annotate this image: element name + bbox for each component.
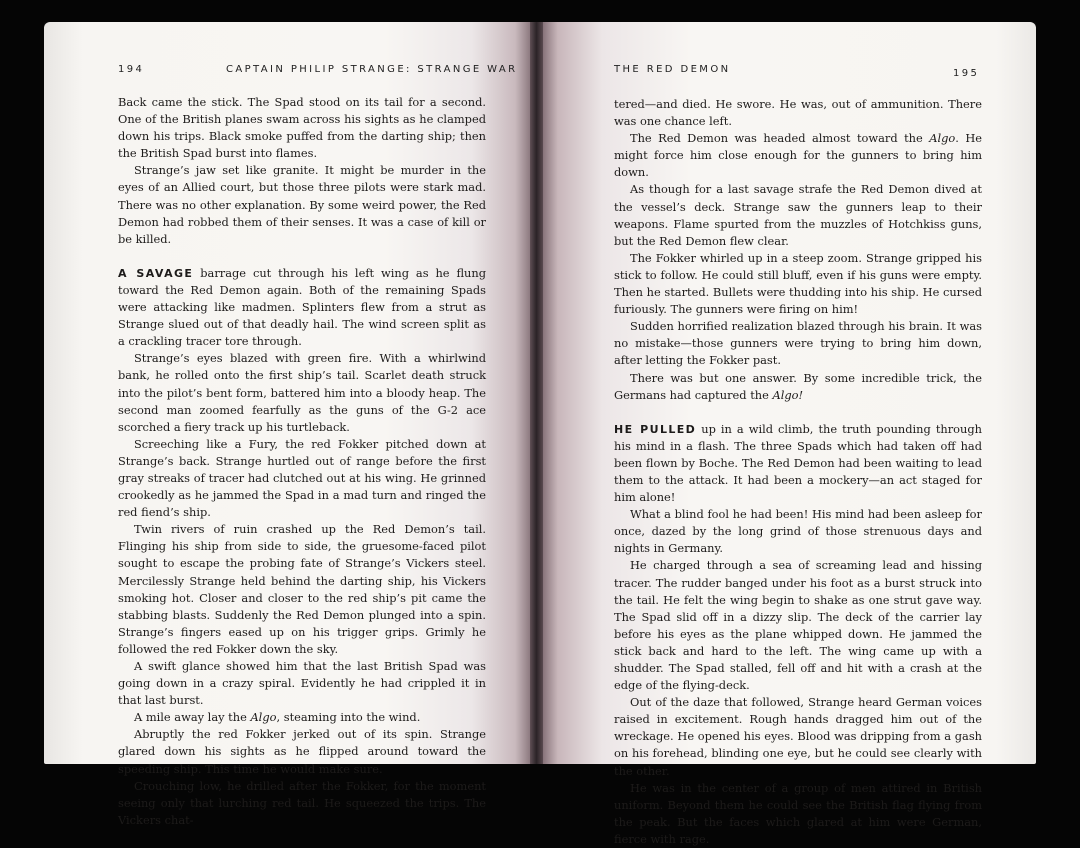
running-head-left: CAPTAIN PHILIP STRANGE: STRANGE WAR [226,64,518,75]
paragraph: Abruptly the red Fokker jerked out of its spin. Strange glared down his sights as he flipped around toward the speeding ship. This time he would make sure. [118,727,486,776]
paragraph: Back came the stick. The Spad stood on its tail for a second. One of the British planes swam across his sights as he clamped down his trips. Black smoke puffed from the darting ship; then the British Spad burst into flames. [118,95,486,161]
right-page [543,22,1036,846]
paragraph-text: A mile away lay the [134,710,251,725]
section-start-paragraph [614,421,982,506]
section-start-paragraph [118,265,486,350]
paragraph-text: . He might force him close enough for the gunners to bring him down. [614,131,982,180]
paragraph: Strange’s jaw set like granite. It might be murder in the eyes of an Allied court, but those three pilots were stark mad. There was no other explanation. By some weird power, the Red Demon had robbed them of their senses. It was a case of kill or be killed. [118,163,486,246]
paragraph [614,130,982,181]
paragraph-text: The Red Demon was headed almost toward the [630,131,930,146]
paragraph: As though for a last savage strafe the Red Demon dived at the vessel’s deck. Strange saw the gunners leap to their weapons. Flame spurted from the muzzles of Hotchkiss guns, but the Red Demon flew clear. [614,182,982,248]
paragraph: tered—and died. He swore. He was, out of ammunition. There was one chance left. [614,97,982,129]
running-head-right: THE RED DEMON [614,64,731,75]
paragraph: He was in the center of a group of men attired in British uniform. Beyond them he could see the British flag flying from the peak. But the faces which glared at him were German, fierce with rage. [614,780,982,846]
paragraph: He charged through a sea of screaming lead and hissing tracer. The rudder banged under his foot as a burst struck into the tail. He felt the wing begin to shake as one strut gave way. The Spad slid off in a dizzy slip. The deck of the carrier lay before his eyes as the plane whipped down. He jammed the stick back and hard to the left. The wing came up with a shudder. The Spad stalled, fell off and hit with a crash at the edge of the flying-deck. [614,558,982,693]
section-lead-in: A SAVAGE [118,266,194,280]
paragraph-text: barrage cut through his left wing as he flung toward the Red Demon again. Both of the remaining Spads were attacking like madmen. Splinters flew from a strut as Strange slued out of that deadly hail. The wind screen split as a crackling tracer tore through. [118,265,486,349]
book-spread [44,22,1036,846]
page-number-left: 194 [118,64,145,75]
paragraph: Screeching like a Fury, the red Fokker pitched down at Strange’s back. Strange hurtled out of range before the first gray streaks of tracer had clutched out at his wing. He grinned crookedly as he jammed the Spad in a mad turn and ringed the red fiend’s ship. [118,436,486,520]
paragraph [614,370,982,404]
paragraph: A swift glance showed him that the last British Spad was going down in a crazy spiral. Evidently he had crippled it in that last burst. [118,659,486,708]
paragraph: The Fokker whirled up in a steep zoom. Strange gripped his stick to follow. He could still bluff, even if his guns were empty. Then he started. Bullets were thudding into his ship. He cursed furiously. The gunners were firing on him! [614,250,982,317]
book-gutter [530,22,543,764]
ship-name-italic: Algo! [772,387,804,402]
ship-name-italic: Algo [250,710,277,725]
left-page-body [118,94,486,829]
page-number-right: 195 [953,68,980,79]
ship-name-italic: Algo [929,131,956,146]
paragraph [118,709,486,726]
paragraph: Strange’s eyes blazed with green fire. With a whirlwind bank, he rolled onto the first ship’s tail. Scarlet death struck into the pilot’s bent form, battered him into a bloody heap. The second man zoomed fearfully as the guns of the G-2 ace scorched a fiery track up his turtleback. [118,351,486,434]
left-page [44,22,530,827]
paragraph-text: , steaming into the wind. [276,710,421,725]
right-page-body [614,96,982,848]
paragraph: Out of the daze that followed, Strange heard German voices raised in excitement. Rough hands dragged him out of the wreckage. He opened his eyes. Blood was dripping from a gash on his forehead, blinding one eye, but he could see clearly with the other. [614,695,982,778]
paragraph: What a blind fool he had been! His mind had been asleep for once, dazed by the long grind of those strenuous days and nights in Germany. [614,507,982,556]
paragraph: Twin rivers of ruin crashed up the Red Demon’s tail. Flinging his ship from side to side, the gruesome-faced pilot sought to escape the probing fate of Strange’s Vickers steel. Mercilessly Strange held behind the darting ship, his Vickers smoking hot. Closer and closer to the red ship’s pit came the stabbing blasts. Suddenly the Red Demon plunged into a spin. Strange’s fingers eased up on his trigger grips. Grimly he followed the red Fokker down the sky. [118,522,486,656]
paragraph: Sudden horrified realization blazed through his brain. It was no mistake—those gunners were trying to bring him down, after letting the Fokker past. [614,319,982,368]
paragraph: Crouching low, he drilled after the Fokker, for the moment seeing only that lurching red tail. He squeezed the trips. The Vickers chat- [118,778,486,827]
paragraph-text: up in a wild climb, the truth pounding through his mind in a flash. The three Spads which had taken off had been flown by Boche. The Red Demon had been waiting to lead them to the attack. It had been a mockery—an act staged for him alone! [614,421,982,505]
section-lead-in: HE PULLED [614,422,697,436]
paragraph-text: There was but one answer. By some incredible trick, the Germans had captured the [614,370,982,402]
